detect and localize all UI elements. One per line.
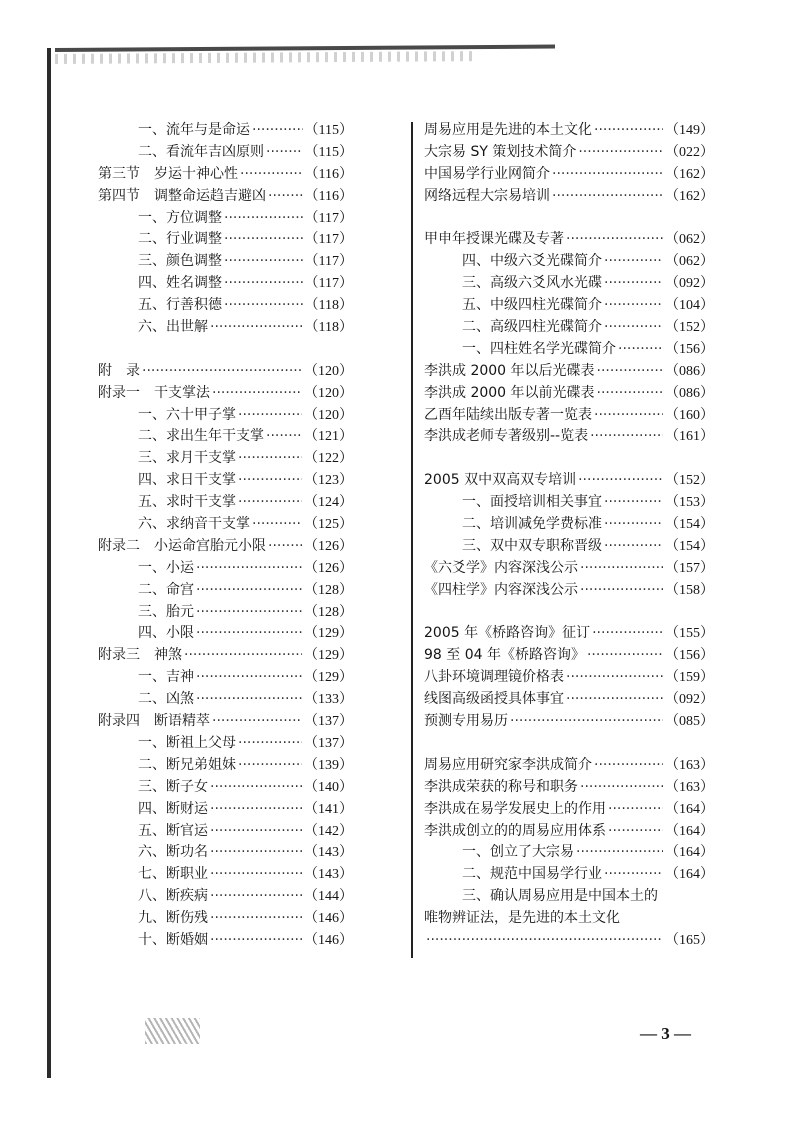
toc-leader-dots <box>266 142 303 164</box>
toc-leader-dots <box>566 229 663 251</box>
toc-entry <box>98 908 353 930</box>
toc-page-number: （092） <box>665 692 714 708</box>
toc-entry <box>424 295 714 317</box>
toc-entry-title: 五、求时干支掌 <box>138 494 236 511</box>
scan-edge-left <box>47 48 51 1078</box>
toc-leader-dots <box>590 426 663 448</box>
toc-left-column <box>98 120 353 952</box>
toc-page-number: （116） <box>304 166 353 182</box>
toc-page-number: （164） <box>665 867 714 883</box>
toc-page-number: （162） <box>665 166 714 182</box>
toc-leader-dots <box>224 229 303 251</box>
toc-leader-dots <box>552 164 663 186</box>
toc-entry <box>98 295 353 317</box>
toc-entry <box>424 273 714 295</box>
toc-leader-dots <box>604 864 663 886</box>
toc-page-number: （086） <box>665 363 714 379</box>
toc-page-number: （120） <box>304 407 353 423</box>
toc-leader-dots <box>604 251 663 273</box>
toc-leader-dots <box>210 908 302 930</box>
toc-leader-dots <box>212 711 302 733</box>
toc-entry <box>98 821 353 843</box>
toc-entry <box>424 799 714 821</box>
toc-leader-dots <box>592 623 663 645</box>
toc-page-number: （128） <box>304 604 353 620</box>
toc-entry <box>98 361 353 383</box>
toc-leader-dots <box>240 164 303 186</box>
toc-entry-title: 四、断财运 <box>138 800 208 817</box>
toc-page-number: （163） <box>665 757 714 773</box>
toc-page-number: （133） <box>304 692 353 708</box>
toc-page-number: （092） <box>665 276 714 292</box>
toc-page-number: （153） <box>665 495 714 511</box>
toc-page-number: （163） <box>665 779 714 795</box>
toc-page-number: （137） <box>304 735 353 751</box>
toc-page-number: （085） <box>665 714 714 730</box>
toc-page-number: （146） <box>304 932 353 948</box>
toc-entry-title: 四、中级六爻光碟简介 <box>462 253 602 270</box>
toc-entry-title: 八、断疾病 <box>138 888 208 905</box>
toc-spacer <box>98 339 353 361</box>
toc-leader-dots <box>210 886 302 908</box>
toc-entry-title: 一、四柱姓名学光碟简介 <box>462 340 616 357</box>
toc-page-number: （115） <box>304 123 353 138</box>
toc-entry-title: 三、双中双专职称晋级 <box>462 537 602 554</box>
toc-entry <box>98 383 353 405</box>
toc-entry-title: 李洪成在易学发展史上的作用 <box>424 800 606 817</box>
toc-entry <box>98 623 353 645</box>
toc-leader-dots <box>608 799 663 821</box>
toc-entry-title: 一、流年与是命运 <box>138 122 250 138</box>
toc-page-number: （117） <box>304 210 353 226</box>
toc-entry-title: 五、行善积德 <box>138 297 222 314</box>
toc-entry <box>424 667 714 689</box>
toc-entry <box>98 602 353 624</box>
toc-leader-dots <box>604 273 663 295</box>
toc-leader-dots <box>210 777 302 799</box>
toc-leader-dots <box>566 689 663 711</box>
toc-entry <box>424 164 714 186</box>
toc-page-number: （115） <box>304 144 353 160</box>
toc-page-number: （142） <box>304 823 353 839</box>
toc-page-number: （152） <box>665 320 714 336</box>
toc-entry <box>424 339 714 361</box>
toc-leader-dots <box>210 317 303 339</box>
toc-entry-title: 三、断子女 <box>138 778 208 795</box>
toc-entry-title: 网络远程大宗易培训 <box>424 187 550 204</box>
toc-page-number: （122） <box>304 451 353 467</box>
toc-leader-dots <box>238 755 302 777</box>
toc-entry <box>98 405 353 427</box>
toc-page-number: （120） <box>304 385 353 401</box>
toc-spacer <box>424 208 714 230</box>
toc-page-number: （141） <box>304 801 353 817</box>
toc-entry-title: 六、出世解 <box>138 319 208 336</box>
toc-entry <box>98 120 353 142</box>
toc-leader-dots <box>604 317 663 339</box>
toc-entry-title: 2005 年《桥路咨询》征订 <box>424 625 591 642</box>
toc-leader-dots <box>580 777 663 799</box>
toc-spacer <box>424 733 714 755</box>
toc-leader-dots <box>566 667 663 689</box>
toc-page-number: （137） <box>304 714 353 730</box>
toc-entry-title: 周易应用是先进的本土文化 <box>424 122 592 138</box>
toc-entry <box>424 711 714 733</box>
toc-entry <box>424 317 714 339</box>
toc-leader-dots <box>578 142 663 164</box>
toc-entry-title: 一、面授培训相关事宜 <box>462 494 602 511</box>
toc-page-number: （118） <box>304 298 353 314</box>
toc-page-number: （129） <box>304 626 353 642</box>
toc-page-number: （164） <box>665 801 714 817</box>
toc-entry-title: 二、培训减免学费标准 <box>462 516 602 533</box>
toc-leader-dots <box>252 514 302 536</box>
toc-entry-title: 第三节 岁运十神心性 <box>98 165 238 182</box>
toc-leader-dots <box>594 755 663 777</box>
toc-entry-title: 《六爻学》内容深浅公示 <box>424 559 578 576</box>
toc-leader-dots <box>210 864 302 886</box>
toc-entry-title: 线图高级函授具体事宜 <box>424 691 564 708</box>
toc-entry-title: 2005 双中双高双专培训 <box>424 472 577 489</box>
toc-entry <box>424 886 714 908</box>
toc-page-number: （165） <box>665 932 714 948</box>
toc-page-number: （156） <box>665 341 714 357</box>
toc-page-number: （116） <box>304 188 353 204</box>
toc-page-number: （022） <box>665 144 714 160</box>
toc-entry <box>424 536 714 558</box>
toc-entry <box>424 864 714 886</box>
toc-page-number: （086） <box>665 385 714 401</box>
toc-page-number: （128） <box>304 582 353 598</box>
toc-entry-title: 二、断兄弟姐妹 <box>138 756 236 773</box>
toc-leader-dots <box>224 295 303 317</box>
toc-leader-dots <box>238 733 302 755</box>
toc-page-number: （154） <box>665 517 714 533</box>
toc-entry <box>424 405 714 427</box>
toc-entry <box>424 689 714 711</box>
toc-entry-title: 附 录 <box>98 362 140 379</box>
toc-entry <box>98 580 353 602</box>
toc-leader-dots <box>196 667 302 689</box>
toc-entry <box>98 536 353 558</box>
toc-entry-title: 唯物辨证法，是先进的本土文化 <box>424 910 620 927</box>
toc-entry <box>98 799 353 821</box>
toc-page-number: （140） <box>304 779 353 795</box>
toc-entry-title: 李洪成荣获的称号和职务 <box>424 778 578 795</box>
toc-page-number: （129） <box>304 670 353 686</box>
toc-leader-dots <box>184 645 302 667</box>
toc-entry-title: 乙酉年陆续出版专著一览表 <box>424 406 592 423</box>
toc-entry <box>98 164 353 186</box>
toc-entry-title: 四、求日干支掌 <box>138 472 236 489</box>
toc-leader-dots <box>196 689 302 711</box>
toc-entry-title: 九、断伤残 <box>138 910 208 927</box>
toc-leader-dots <box>266 426 302 448</box>
toc-entry-title: 二、看流年吉凶原则 <box>138 143 264 160</box>
toc-leader-dots <box>604 514 663 536</box>
toc-page-number: （155） <box>665 626 714 642</box>
toc-page-number: （125） <box>304 517 353 533</box>
toc-entry-title: 三、高级六爻风水光碟 <box>462 275 602 292</box>
toc-page-number: （164） <box>665 823 714 839</box>
toc-entry <box>424 623 714 645</box>
toc-entry <box>98 186 353 208</box>
toc-entry <box>98 886 353 908</box>
toc-entry <box>424 645 714 667</box>
toc-page-number: （159） <box>665 670 714 686</box>
toc-leader-dots <box>597 383 663 405</box>
toc-page-number: （118） <box>304 320 353 336</box>
toc-entry <box>98 930 353 952</box>
toc-entry <box>98 492 353 514</box>
toc-entry <box>98 448 353 470</box>
toc-entry-title: 李洪成创立的的周易应用体系 <box>424 822 606 839</box>
toc-page-number: （164） <box>665 845 714 861</box>
toc-page-number: （126） <box>304 560 353 576</box>
toc-entry-title: 二、求出生年干支掌 <box>138 428 264 445</box>
scan-edge-top <box>55 45 555 70</box>
toc-entry-title: 预测专用易历 <box>424 713 508 730</box>
toc-leader-dots <box>224 273 303 295</box>
toc-entry <box>424 251 714 273</box>
toc-leader-dots <box>426 930 663 952</box>
toc-leader-dots <box>268 186 303 208</box>
toc-leader-dots <box>196 558 302 580</box>
toc-page-number: （117） <box>304 276 353 292</box>
toc-entry-title: 一、方位调整 <box>138 209 222 226</box>
toc-entry-title: 七、断职业 <box>138 866 208 883</box>
toc-entry <box>424 383 714 405</box>
toc-leader-dots <box>594 405 663 427</box>
toc-leader-dots <box>268 536 302 558</box>
toc-page-number: （157） <box>665 560 714 576</box>
toc-entry-title: 四、姓名调整 <box>138 275 222 292</box>
toc-entry-title: 四、小限 <box>138 625 194 642</box>
toc-entry <box>424 558 714 580</box>
toc-leader-dots <box>597 361 663 383</box>
toc-entry <box>424 120 714 142</box>
toc-entry <box>98 777 353 799</box>
toc-entry-title: 二、高级四柱光碟简介 <box>462 319 602 336</box>
toc-page-number: （143） <box>304 867 353 883</box>
toc-entry <box>98 645 353 667</box>
page-number: — 3 — <box>640 1024 691 1043</box>
toc-leader-dots <box>552 186 663 208</box>
toc-entry-title: 五、中级四柱光碟简介 <box>462 297 602 314</box>
toc-page-number: （143） <box>304 845 353 861</box>
toc-page-number: （152） <box>665 473 714 489</box>
toc-page-number: （062） <box>665 254 714 270</box>
toc-entry <box>424 580 714 602</box>
toc-page-number: （124） <box>304 495 353 511</box>
toc-leader-dots <box>618 339 663 361</box>
toc-entry-title: 十、断婚姻 <box>138 931 208 948</box>
toc-entry <box>424 470 714 492</box>
toc-entry-title: 大宗易 SY 策划技术简介 <box>424 143 577 160</box>
toc-leader-dots <box>580 580 663 602</box>
toc-page-number: （154） <box>665 538 714 554</box>
toc-leader-dots <box>238 405 302 427</box>
toc-leader-dots <box>210 842 302 864</box>
toc-leader-dots <box>210 930 302 952</box>
toc-entry <box>98 842 353 864</box>
toc-page-number: （160） <box>665 407 714 423</box>
toc-page-number: （156） <box>665 648 714 664</box>
toc-entry-title: 周易应用研究家李洪成简介 <box>424 756 592 773</box>
toc-entry <box>424 426 714 448</box>
toc-leader-dots <box>510 711 663 733</box>
toc-leader-dots <box>224 208 303 230</box>
toc-leader-dots <box>587 645 663 667</box>
toc-entry-title: 98 至 04 年《桥路咨询》 <box>424 647 585 664</box>
scan-smudge <box>145 1018 200 1044</box>
toc-entry <box>98 273 353 295</box>
toc-entry-title: 二、凶煞 <box>138 691 194 708</box>
toc-leader-dots <box>196 602 302 624</box>
toc-entry-title: 八卦环境调理镜价格表 <box>424 669 564 686</box>
toc-leader-dots <box>604 295 663 317</box>
toc-entry-title: 五、断官运 <box>138 822 208 839</box>
toc-leader-dots <box>578 470 663 492</box>
toc-entry <box>424 777 714 799</box>
toc-leader-dots <box>608 821 663 843</box>
toc-leader-dots <box>604 492 663 514</box>
toc-leader-dots <box>252 120 303 142</box>
toc-page-number: （144） <box>304 889 353 905</box>
toc-leader-dots <box>238 492 302 514</box>
toc-entry-title: 二、规范中国易学行业 <box>462 866 602 883</box>
toc-entry <box>98 426 353 448</box>
toc-entry-title: 一、小运 <box>138 559 194 576</box>
toc-leader-dots <box>210 799 302 821</box>
toc-page-number: （161） <box>665 429 714 445</box>
toc-entry <box>424 229 714 251</box>
toc-entry <box>98 558 353 580</box>
toc-page-number: （120） <box>304 363 353 379</box>
toc-entry <box>98 229 353 251</box>
toc-leader-dots <box>196 623 302 645</box>
toc-entry <box>424 842 714 864</box>
toc-entry-title: 附录三 神煞 <box>98 647 182 664</box>
toc-entry-title: 六、断功名 <box>138 844 208 861</box>
toc-page-number: （117） <box>304 254 353 270</box>
toc-leader-dots <box>594 120 663 142</box>
toc-entry <box>98 864 353 886</box>
toc-spacer <box>424 602 714 624</box>
toc-entry <box>98 470 353 492</box>
toc-entry <box>424 908 714 930</box>
toc-entry <box>424 492 714 514</box>
toc-leader-dots <box>604 536 663 558</box>
toc-entry <box>98 251 353 273</box>
toc-entry-title: 一、六十甲子掌 <box>138 406 236 423</box>
toc-entry-title: 中国易学行业网简介 <box>424 165 550 182</box>
column-divider <box>411 122 413 958</box>
toc-entry <box>98 142 353 164</box>
toc-entry-title: 一、吉神 <box>138 669 194 686</box>
toc-entry <box>424 186 714 208</box>
toc-entry <box>424 821 714 843</box>
toc-entry-title: 三、确认周易应用是中国本土的 <box>462 888 658 905</box>
toc-entry <box>98 667 353 689</box>
toc-entry <box>424 755 714 777</box>
toc-entry <box>98 208 353 230</box>
toc-entry <box>98 755 353 777</box>
toc-leader-dots <box>212 383 302 405</box>
toc-entry <box>424 930 714 952</box>
toc-page-number: （149） <box>665 123 714 138</box>
toc-entry-title: 一、创立了大宗易 <box>462 844 574 861</box>
toc-page-number: （117） <box>304 232 353 248</box>
toc-entry-title: 附录二 小运命宫胎元小限 <box>98 537 266 554</box>
toc-entry-title: 附录四 断语精萃 <box>98 713 210 730</box>
toc-page-number: （129） <box>304 648 353 664</box>
toc-entry-title: 附录一 干支掌法 <box>98 384 210 401</box>
toc-entry <box>98 514 353 536</box>
toc-entry <box>98 689 353 711</box>
toc-spacer <box>424 448 714 470</box>
toc-leader-dots <box>576 842 663 864</box>
toc-leader-dots <box>142 361 302 383</box>
toc-entry <box>98 317 353 339</box>
toc-entry-title: 二、行业调整 <box>138 231 222 248</box>
toc-leader-dots <box>224 251 303 273</box>
toc-entry-title: 李洪成老师专著级别--览表 <box>424 428 589 445</box>
toc-leader-dots <box>580 558 663 580</box>
toc-right-column <box>424 120 714 952</box>
toc-leader-dots <box>238 470 302 492</box>
toc-entry <box>98 733 353 755</box>
toc-leader-dots <box>196 580 302 602</box>
toc-entry-title: 二、命宫 <box>138 581 194 598</box>
toc-entry-title: 《四柱学》内容深浅公示 <box>424 581 578 598</box>
toc-entry-title: 三、胎元 <box>138 603 194 620</box>
toc-leader-dots <box>210 821 302 843</box>
toc-entry-title: 甲申年授课光碟及专著 <box>424 231 564 248</box>
toc-entry-title: 六、求纳音干支掌 <box>138 516 250 533</box>
toc-page-number: （139） <box>304 757 353 773</box>
toc-entry-title: 第四节 调整命运趋吉避凶 <box>98 187 266 204</box>
toc-page-number: （104） <box>665 298 714 314</box>
toc-entry-title: 三、求月干支掌 <box>138 450 236 467</box>
toc-page-number: （121） <box>304 429 353 445</box>
toc-leader-dots <box>238 448 302 470</box>
toc-page-number: （146） <box>304 911 353 927</box>
toc-entry <box>98 711 353 733</box>
toc-page-number: （123） <box>304 473 353 489</box>
toc-entry-title: 一、断祖上父母 <box>138 734 236 751</box>
toc-entry-title: 三、颜色调整 <box>138 253 222 270</box>
toc-page-number: （126） <box>304 538 353 554</box>
toc-entry-title: 李洪成 2000 年以前光碟表 <box>424 384 595 401</box>
toc-entry-title: 李洪成 2000 年以后光碟表 <box>424 362 595 379</box>
toc-entry <box>424 361 714 383</box>
toc-page-number: （162） <box>665 188 714 204</box>
toc-page-number: （062） <box>665 232 714 248</box>
toc-page-number: （158） <box>665 582 714 598</box>
toc-entry <box>424 142 714 164</box>
toc-entry <box>424 514 714 536</box>
